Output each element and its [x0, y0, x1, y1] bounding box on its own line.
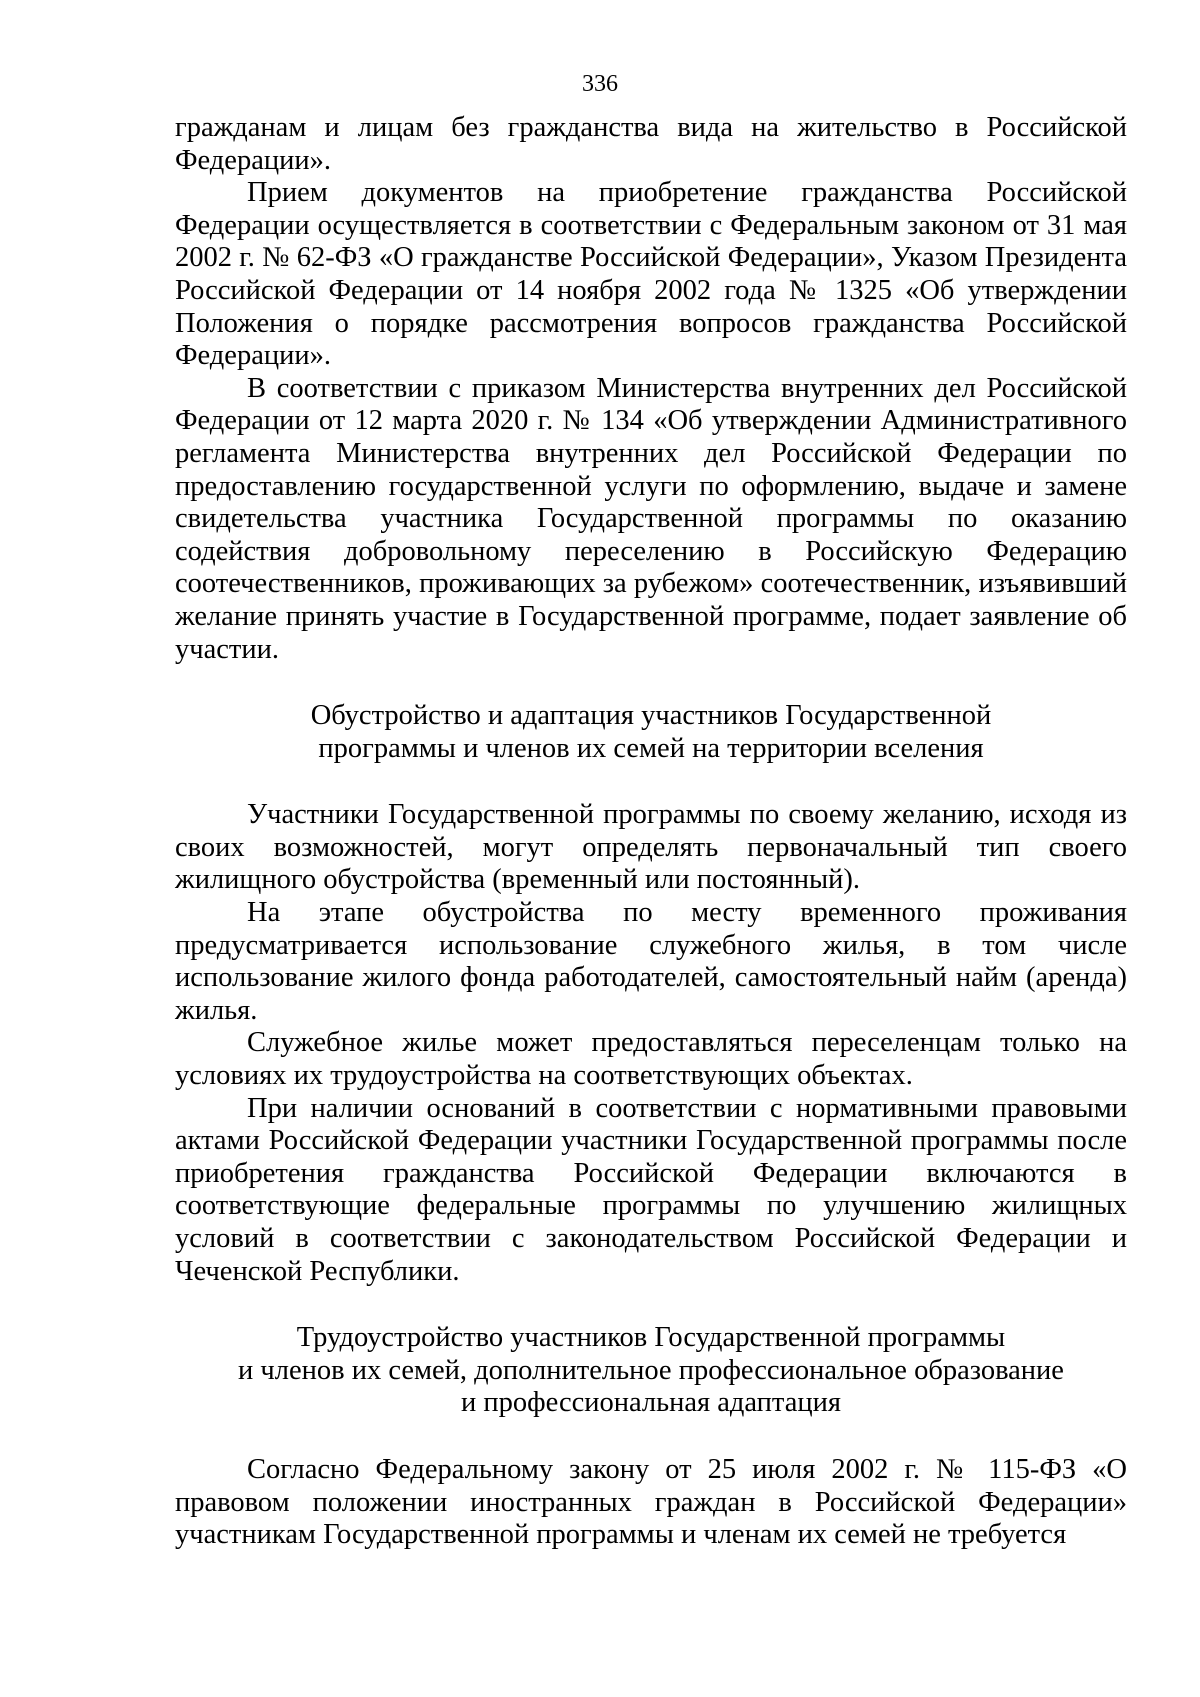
- section-heading-line: программы и членов их семей на территории вселения: [318, 732, 984, 764]
- section-heading-line: и профессиональная адаптация: [460, 1387, 841, 1419]
- paragraph-residence-permit-end: гражданам и лицам без гражданства вида на жительство в Российской Федерации».: [175, 112, 1127, 176]
- section-heading-line: и членов их семей, дополнительное профессиональное образование: [238, 1354, 1064, 1386]
- paragraph-temporary-housing: На этапе обустройства по месту временного проживания предусматривается использование служебного жилья, в том числе использование жилого фонда работодателей, самостоятельный найм (аренда) жилья.: [175, 897, 1127, 1026]
- paragraph-federal-law-115: Согласно Федеральному закону от 25 июля 2002 г. № 115-ФЗ «О правовом положении иностранных граждан в Российской Федерации» участникам Государственной программы и членам их семей не требуется: [175, 1453, 1127, 1551]
- section-heading-settlement: [175, 700, 1127, 765]
- paragraph-housing-programs: При наличии оснований в соответствии с нормативными правовыми актами Российской Федерации участники Государственной программы после приобретения гражданства Российской Федерации включаются в соответствующие федеральные программы по улучшению жилищных условий в соответствии с законодательством Российской Федерации и Чеченской Республики.: [175, 1092, 1127, 1287]
- paragraph-housing-type: Участники Государственной программы по своему желанию, исходя из своих возможностей, могут определять первоначальный тип своего жилищного обустройства (временный или постоянный).: [175, 799, 1127, 896]
- page-number: 336: [582, 71, 618, 97]
- document-body: [175, 112, 1127, 1552]
- paragraph-service-housing: Служебное жилье может предоставляться переселенцам только на условиях их трудоустройства на соответствующих объектах.: [175, 1027, 1127, 1092]
- paragraph-citizenship-documents: Прием документов на приобретение гражданства Российской Федерации осуществляется в соответствии с Федеральным законом от 31 мая 2002 г. № 62-ФЗ «О гражданстве Российской Федерации», Указом Президента Российской Федерации от 14 ноября 2002 года № 1325 «Об утверждении Положения о порядке рассмотрения вопросов гражданства Российской Федерации».: [175, 177, 1127, 372]
- section-heading-line: Обустройство и адаптация участников Государственной: [310, 700, 992, 732]
- section-heading-line: Трудоустройство участников Государственной программы: [296, 1322, 1006, 1354]
- section-heading-employment: [175, 1322, 1127, 1420]
- paragraph-mvd-order: В соответствии с приказом Министерства внутренних дел Российской Федерации от 12 марта 2020 г. № 134 «Об утверждении Административного регламента Министерства внутренних дел Российской Федерации по предоставлению государственной услуги по оформлению, выдаче и замене свидетельства участника Государственной программы по оказанию содействия добровольному переселению в Российскую Федерацию соотечественников, проживающих за рубежом» соотечественник, изъявивший желание принять участие в Государственной программе, подает заявление об участии.: [175, 372, 1127, 665]
